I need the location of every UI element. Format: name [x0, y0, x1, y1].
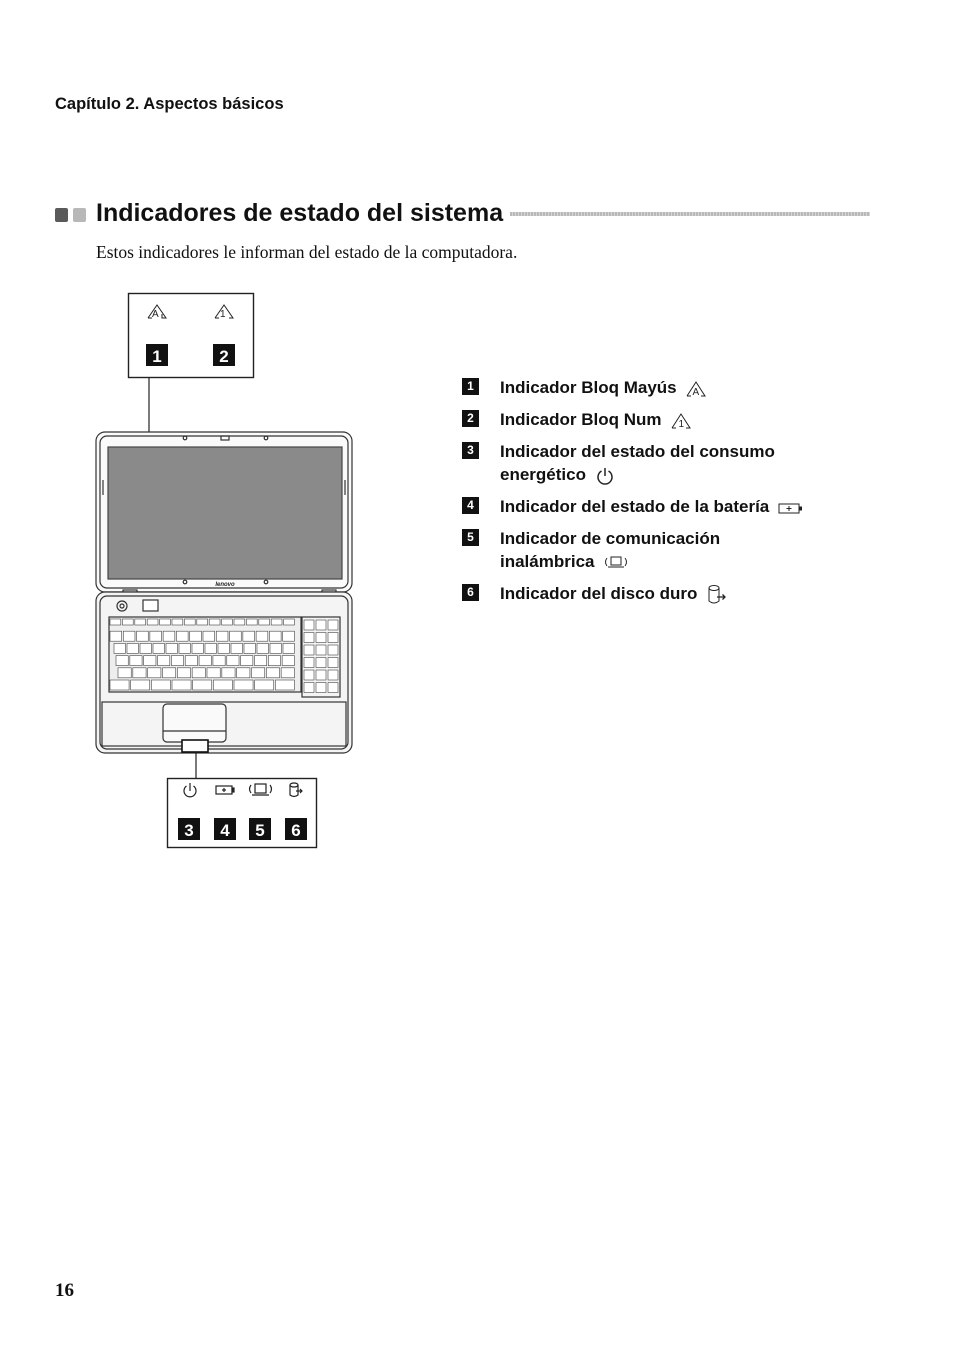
item-label: Indicador Bloq Num	[500, 410, 662, 429]
keyboard-key	[266, 668, 279, 678]
keyboard-key	[256, 631, 268, 641]
keyboard-key	[222, 619, 233, 625]
svg-text:1: 1	[220, 309, 226, 320]
keyboard-key	[304, 670, 314, 680]
keyboard-key	[118, 668, 131, 678]
num-lock-icon	[670, 411, 694, 431]
keyboard-key	[148, 668, 161, 678]
keyboard-key	[316, 658, 326, 668]
keyboard-key	[275, 680, 294, 690]
keyboard-key	[283, 643, 294, 653]
keyboard-key	[163, 668, 176, 678]
keyboard-key	[140, 643, 151, 653]
item-label: Indicador Bloq Mayús	[500, 378, 677, 397]
keyboard-key	[304, 645, 314, 655]
item-number: 1	[462, 378, 479, 395]
keyboard-key	[222, 668, 235, 678]
keyboard-key	[328, 658, 338, 668]
chapter-header: Capítulo 2. Aspectos básicos	[55, 95, 284, 113]
keyboard-key	[172, 619, 183, 625]
item-number: 4	[462, 497, 479, 514]
keyboard-key	[255, 680, 274, 690]
wireless-icon	[603, 555, 629, 571]
caps-lock-icon	[685, 379, 707, 399]
callout-number-4: 4	[220, 821, 230, 840]
keyboard-key	[241, 656, 253, 666]
keyboard-key	[268, 656, 280, 666]
item-number: 5	[462, 529, 479, 546]
keyboard-key	[213, 680, 232, 690]
battery-icon	[778, 501, 804, 515]
keyboard-key	[328, 645, 338, 655]
keyboard-key	[151, 680, 170, 690]
keyboard-key	[271, 619, 282, 625]
keyboard-key	[116, 656, 128, 666]
keyboard-key	[114, 643, 125, 653]
keyboard-key	[213, 656, 225, 666]
keyboard-key	[205, 643, 216, 653]
brand-logo: lenovo	[215, 582, 235, 588]
keyboard-key	[254, 656, 266, 666]
keyboard-key	[234, 680, 253, 690]
laptop-lid	[96, 432, 352, 592]
keyboard-key	[270, 643, 281, 653]
keyboard-key	[110, 680, 129, 690]
keyboard-key	[122, 619, 133, 625]
keyboard-key	[282, 656, 294, 666]
keyboard-key	[153, 643, 164, 653]
keyboard-key	[207, 668, 220, 678]
keyboard-key	[171, 656, 183, 666]
keyboard-key	[227, 656, 239, 666]
keyboard-key	[137, 631, 149, 641]
keyboard-key	[135, 619, 146, 625]
callout-number-6: 6	[291, 821, 301, 840]
keyboard-key	[130, 656, 142, 666]
intro-paragraph: Estos indicadores le informan del estado de la computadora.	[96, 242, 518, 262]
keyboard-key	[269, 631, 281, 641]
top-callout-box	[129, 294, 254, 378]
keyboard-key	[283, 631, 295, 641]
keyboard-key	[192, 643, 203, 653]
callout-number-2: 2	[219, 347, 229, 366]
keyboard-key	[192, 668, 205, 678]
power-icon	[595, 466, 615, 486]
svg-text:1: 1	[678, 418, 685, 430]
item-label: Indicador de comunicación inalámbrica	[500, 529, 721, 571]
keyboard-key	[158, 656, 170, 666]
keyboard-key	[304, 658, 314, 668]
callout-number-5: 5	[255, 821, 265, 840]
item-number: 2	[462, 410, 479, 427]
item-label: Indicador del disco duro	[500, 584, 698, 603]
svg-text:A: A	[152, 309, 159, 320]
keyboard-key	[123, 631, 135, 641]
keyboard-key	[316, 645, 326, 655]
keyboard-key	[284, 619, 295, 625]
item-number: 6	[462, 584, 479, 601]
keyboard-key	[257, 643, 268, 653]
keyboard-key	[177, 668, 190, 678]
keyboard-key	[172, 680, 191, 690]
keyboard-key	[259, 619, 270, 625]
callout-number-3: 3	[184, 821, 194, 840]
keyboard-key	[203, 631, 215, 641]
keyboard-key	[197, 619, 208, 625]
keyboard-key	[246, 619, 257, 625]
keyboard-key	[316, 670, 326, 680]
keyboard-key	[209, 619, 220, 625]
keyboard-key	[133, 668, 146, 678]
keyboard-key	[316, 620, 326, 630]
item-number: 3	[462, 442, 479, 459]
keyboard-key	[304, 683, 314, 693]
keyboard-key	[252, 668, 265, 678]
page-number: 16	[55, 1280, 74, 1301]
section-title: Indicadores de estado del sistema	[96, 199, 504, 227]
keyboard-key	[190, 631, 202, 641]
keyboard-key	[110, 631, 122, 641]
keyboard-key	[199, 656, 211, 666]
keyboard-key	[131, 680, 150, 690]
keyboard-key	[304, 633, 314, 643]
keyboard-key	[147, 619, 158, 625]
keyboard-key	[244, 643, 255, 653]
item-label: Indicador del estado del consumo energético	[500, 442, 775, 484]
keyboard-key	[150, 631, 162, 641]
keyboard-key	[184, 619, 195, 625]
keyboard-key	[281, 668, 294, 678]
hard-disk-icon	[706, 584, 728, 606]
keyboard-key	[328, 633, 338, 643]
keyboard-key	[237, 668, 250, 678]
keyboard-key	[110, 619, 121, 625]
keyboard-key	[328, 683, 338, 693]
keyboard-key	[231, 643, 242, 653]
keyboard-key	[163, 631, 175, 641]
keyboard-key	[216, 631, 228, 641]
keyboard-key	[179, 643, 190, 653]
keyboard-key	[218, 643, 229, 653]
keyboard-key	[316, 683, 326, 693]
keyboard-key	[160, 619, 171, 625]
keyboard-key	[328, 620, 338, 630]
keyboard-key	[230, 631, 242, 641]
item-label: Indicador del estado de la batería	[500, 497, 770, 516]
keyboard-key	[144, 656, 156, 666]
keyboard-key	[243, 631, 255, 641]
svg-text:A: A	[692, 386, 700, 398]
keyboard-key	[185, 656, 197, 666]
keyboard-key	[176, 631, 188, 641]
keyboard-key	[234, 619, 245, 625]
callout-number-1: 1	[152, 347, 162, 366]
keyboard-key	[127, 643, 138, 653]
keyboard-key	[193, 680, 212, 690]
keyboard-key	[304, 620, 314, 630]
keyboard-key	[166, 643, 177, 653]
keyboard-key	[316, 633, 326, 643]
keyboard-key	[328, 670, 338, 680]
